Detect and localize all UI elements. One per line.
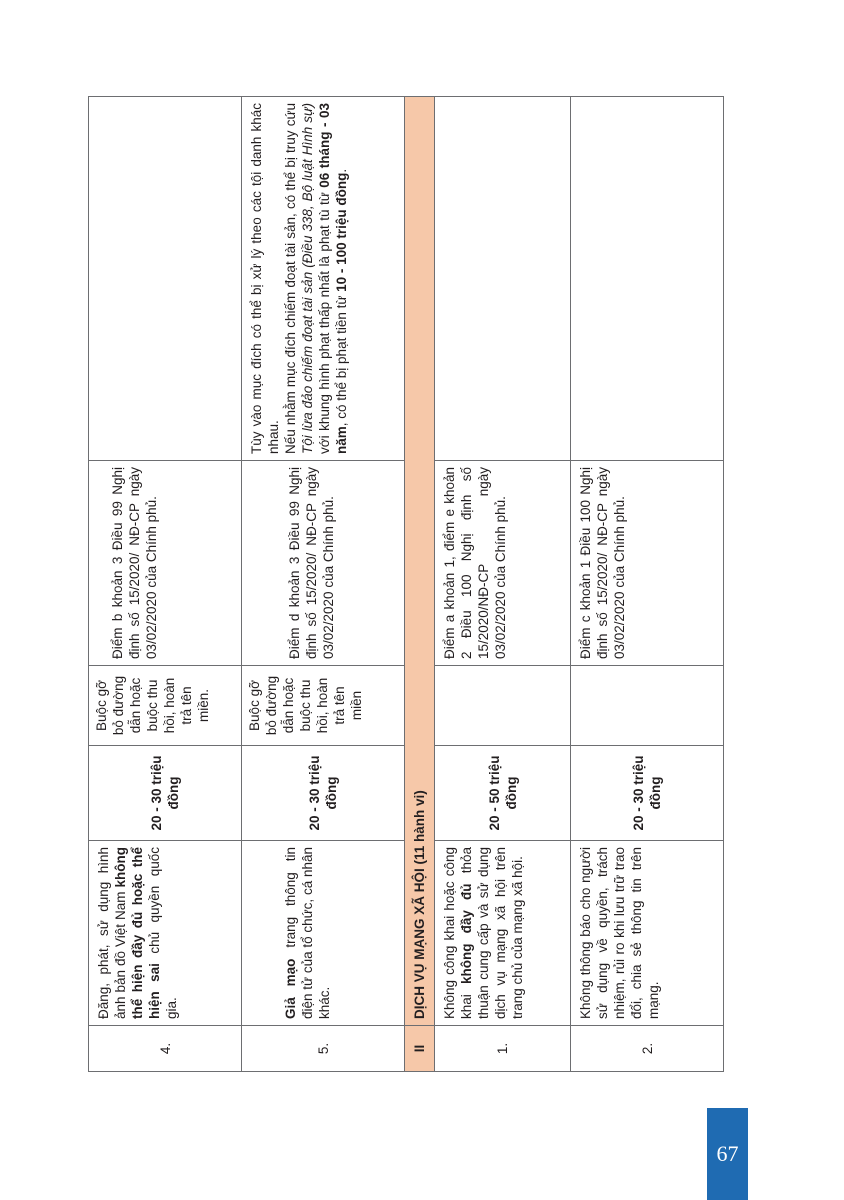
row-number: 5. xyxy=(242,1026,405,1072)
criminal-note xyxy=(435,97,571,461)
row-number: 1. xyxy=(435,1026,571,1072)
fine-amount: 20 - 30 triệu đồng xyxy=(242,746,405,841)
remedy-measure: Buộc gỡ bỏ đường dẫn hoặc buộc thu hồi, hoàn trả tên miền xyxy=(242,666,405,746)
remedy-measure xyxy=(435,666,571,746)
criminal-note xyxy=(242,97,405,461)
row-number: 4. xyxy=(89,1026,242,1072)
row-number: 2. xyxy=(571,1026,724,1072)
violation-description: Không thông báo cho người sử dụng về quyền, trách nhiệm, rủi ro khi lưu trữ trao đổi, chia sẻ thông tin trên mạng. xyxy=(571,841,724,1026)
legal-basis: Điểm b khoản 3 Điều 99 Nghị định số 15/2020/ NĐ-CP ngày 03/02/2020 của Chính phủ. xyxy=(89,461,242,666)
table-row xyxy=(571,97,724,1072)
violation-description: Không công khai hoặc công khai không đầy đủ thỏa thuận cung cấp và sử dụng dịch vụ mạng xã hội trên trang chủ của mạng xã hội. xyxy=(435,841,571,1026)
note-paragraph: Tùy vào mục đích có thể bị xử lý theo các tội danh khác nhau. xyxy=(249,103,281,454)
legal-basis: Điểm c khoản 1 Điều 100 Nghị định số 15/2020/ NĐ-CP ngày 03/02/2020 của Chính phủ. xyxy=(571,461,724,666)
note-paragraph: Nếu nhằm mục đích chiếm đoạt tài sản, có thể bị truy cứu Tội lừa đảo chiếm đoạt tài sản (Điều 338, Bộ luật Hình sự) với khung hình phạt thấp nhất là phạt tù từ 06 tháng - 03 năm, có thể bị phạt tiền từ 10 - 100 triệu đồng. xyxy=(283,103,349,454)
violation-description: Giả mạo trang thông tin điện tử của tổ chức, cá nhân khác. xyxy=(242,841,405,1026)
table-row xyxy=(89,97,242,1072)
page-number: 67 xyxy=(707,1108,748,1200)
fine-amount: 20 - 30 triệu đồng xyxy=(571,746,724,841)
remedy-measure xyxy=(571,666,724,746)
section-number: II xyxy=(405,1026,435,1072)
fine-amount: 20 - 50 triệu đồng xyxy=(435,746,571,841)
legal-basis: Điểm a khoản 1, điểm e khoản 2 Điều 100 Nghị định số 15/2020/NĐ-CP ngày 03/02/2020 của Chính phủ. xyxy=(435,461,571,666)
section-title: DỊCH VỤ MẠNG XÃ HỘI (11 hành vi) xyxy=(405,97,435,1026)
table-row xyxy=(242,97,405,1072)
remedy-measure: Buộc gỡ bỏ đường dẫn hoặc buộc thu hồi, hoàn trả tên miền. xyxy=(89,666,242,746)
legal-basis: Điểm d khoản 3 Điều 99 Nghị định số 15/2020/ NĐ-CP ngày 03/02/2020 của Chính phủ. xyxy=(242,461,405,666)
criminal-note xyxy=(89,97,242,461)
table-row xyxy=(435,97,571,1072)
violation-description: Đăng, phát, sử dụng hình ảnh bản đồ Việt Nam không thể hiện đầy đủ hoặc thể hiện sai chủ quyền quốc gia. xyxy=(89,841,242,1026)
penalty-table xyxy=(88,96,724,1072)
section-header-row xyxy=(405,97,435,1072)
criminal-note xyxy=(571,97,724,461)
rotated-table-container xyxy=(88,97,713,1072)
fine-amount: 20 - 30 triệu đồng xyxy=(89,746,242,841)
